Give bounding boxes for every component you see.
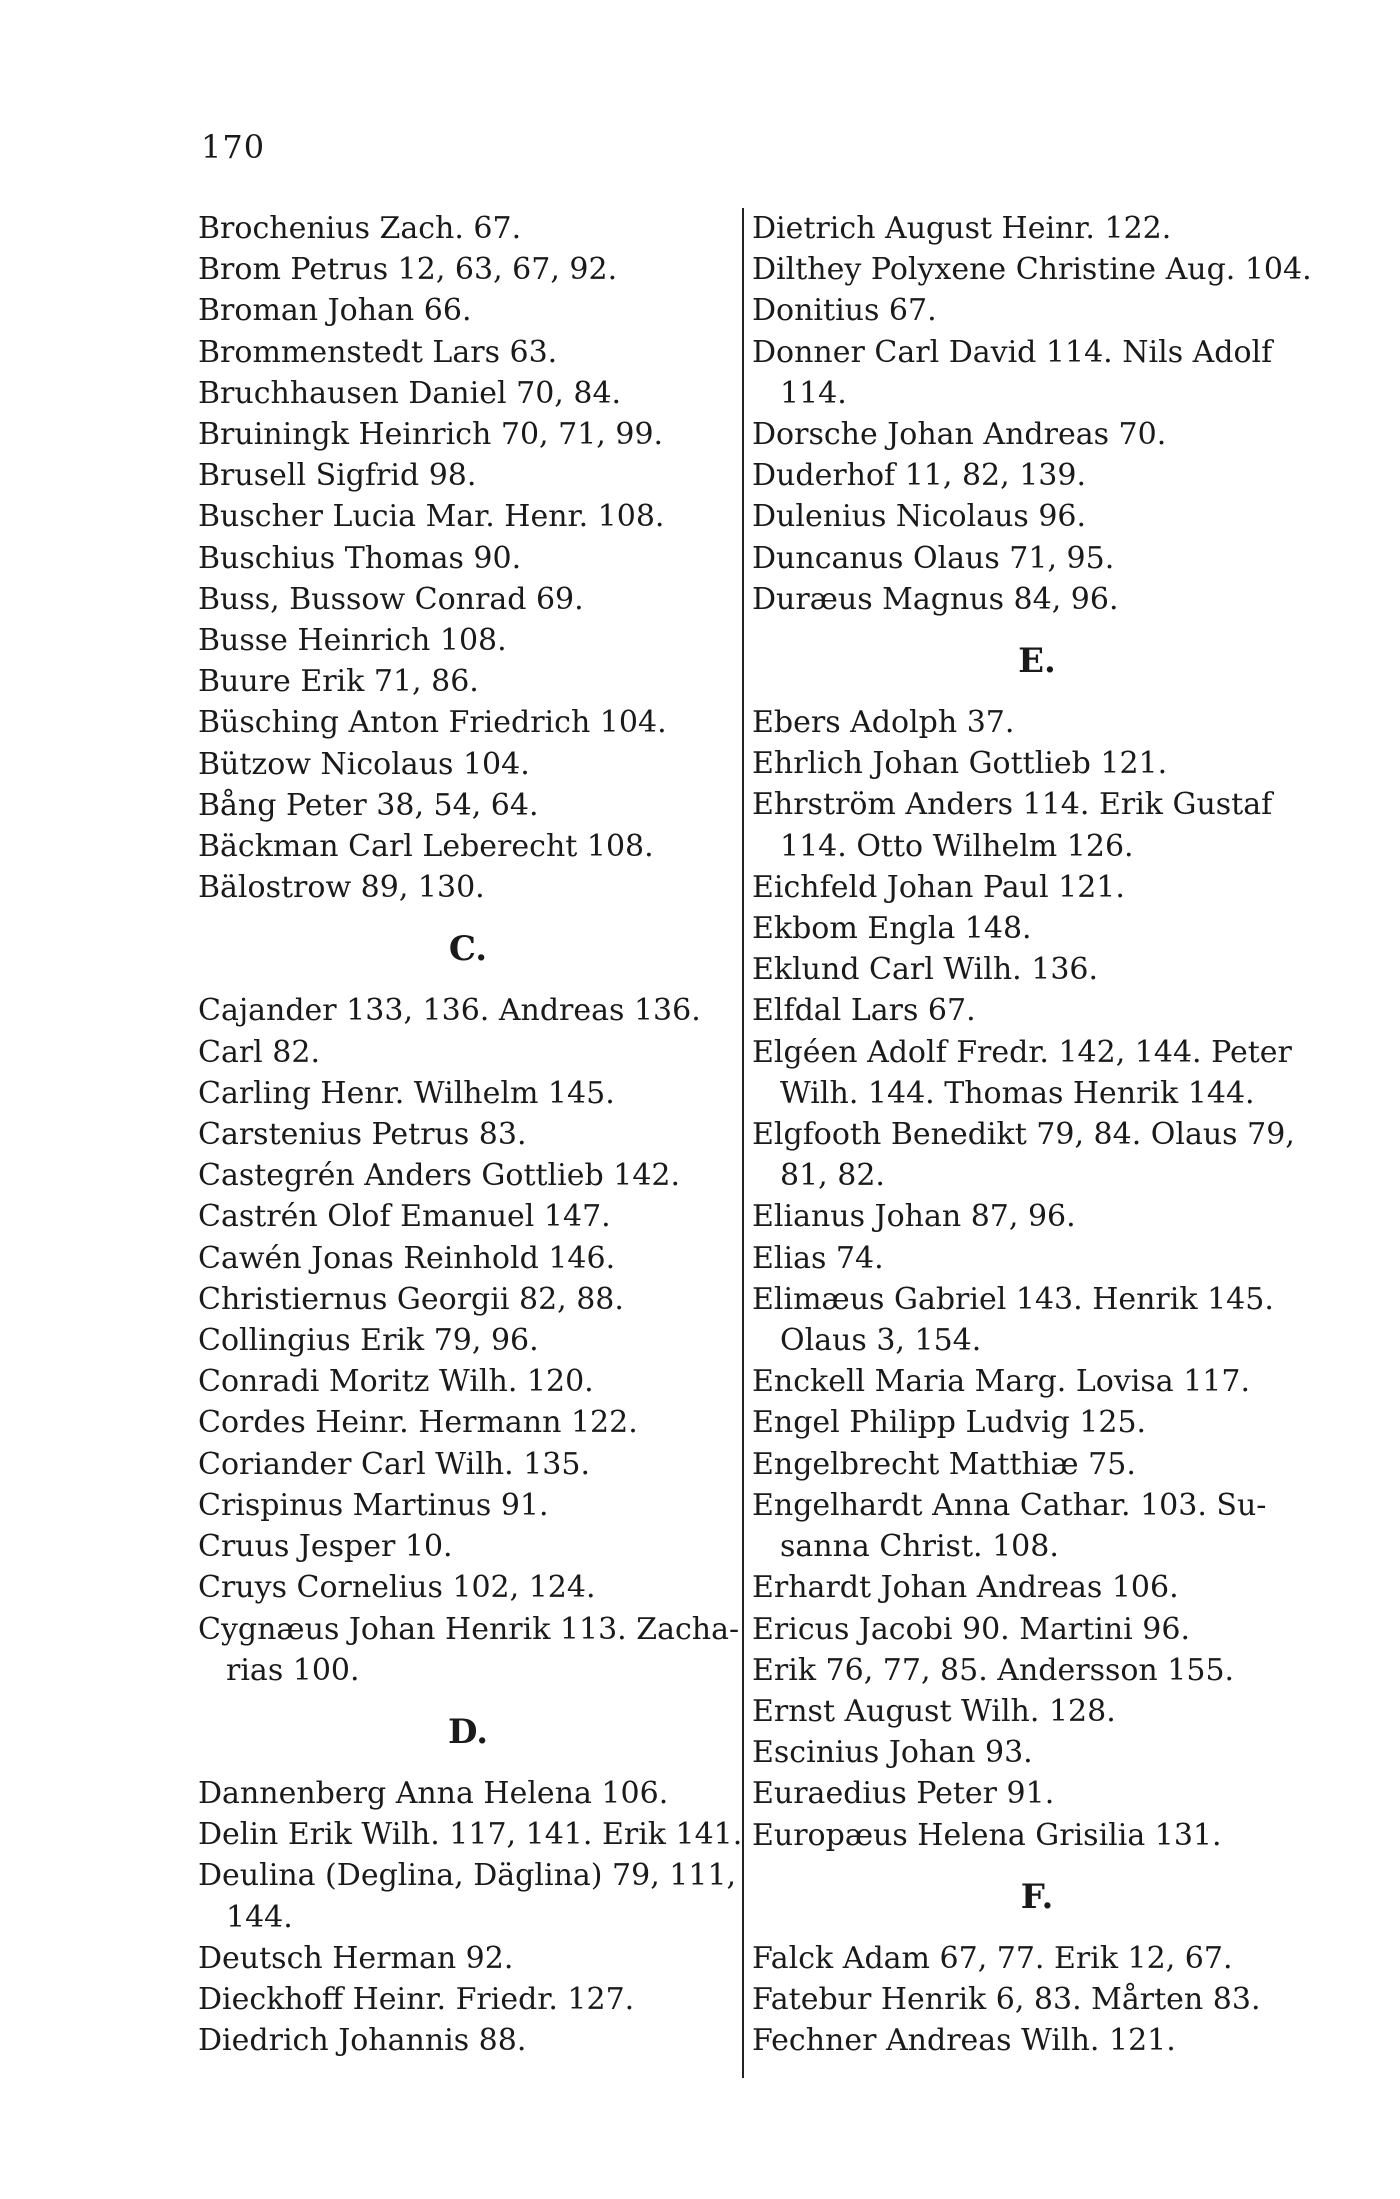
index-entry-continuation: rias 100.: [226, 1652, 360, 1688]
index-entry: [752, 867, 1322, 908]
index-entry: [752, 1609, 1322, 1650]
index-entry: [752, 1773, 1322, 1814]
index-entry-continuation: sanna Christ. 108.: [780, 1529, 1059, 1565]
index-entry-line: Dulenius Nicolaus 96.: [752, 499, 1087, 535]
index-entry-line: Bruchhausen Daniel 70, 84.: [198, 375, 622, 411]
index-entry: [198, 1773, 738, 1814]
column-divider: [742, 208, 744, 2078]
index-entry-line: Brochenius Zach. 67.: [198, 211, 522, 246]
index-entry-line: Carl 82.: [198, 1034, 321, 1070]
index-entry: [198, 620, 738, 661]
index-entry: [752, 784, 1322, 866]
index-entry-line: Donitius 67.: [752, 293, 937, 329]
index-entry-line: Cordes Heinr. Hermann 122.: [198, 1405, 638, 1441]
index-entry-line: Cruus Jesper 10.: [198, 1529, 453, 1565]
index-entry-line: Ernst August Wilh. 128.: [752, 1693, 1116, 1729]
index-entry: [752, 1815, 1322, 1856]
index-entry-line: Bälostrow 89, 130.: [198, 870, 485, 906]
index-entry: [198, 702, 738, 743]
index-entry-line: Delin Erik Wilh. 117, 141. Erik 141.: [198, 1817, 743, 1853]
index-entry: [198, 579, 738, 620]
index-entry: [198, 744, 738, 785]
index-entry-line: Büsching Anton Friedrich 104.: [198, 705, 667, 741]
index-entry: [752, 1114, 1322, 1196]
index-entry: [752, 1196, 1322, 1237]
index-entry: [198, 414, 738, 455]
section-letter-heading: D.: [447, 1711, 489, 1752]
index-entry: [198, 496, 738, 537]
index-entry: [752, 1938, 1322, 1979]
section-letter-heading: E.: [1018, 641, 1056, 682]
index-entry: [198, 1814, 743, 1855]
index-entry: [198, 1609, 738, 1691]
index-entry: [752, 1402, 1322, 1443]
index-entry: [752, 249, 1322, 290]
index-entry-line: Cygnæus Johan Henrik 113. Zacha-: [198, 1611, 740, 1647]
index-entry-line: Bützow Nicolaus 104.: [198, 746, 530, 782]
index-entry-line: Buscher Lucia Mar. Henr. 108.: [198, 499, 665, 535]
index-entry-continuation: 114. Otto Wilhelm 126.: [780, 828, 1134, 864]
section-letter-heading: F.: [1020, 1876, 1054, 1917]
index-entry: [198, 1402, 738, 1443]
index-entry-line: Fechner Andreas Wilh. 121.: [752, 2023, 1176, 2059]
index-entry-line: Ehrlich Johan Gottlieb 121.: [752, 746, 1168, 782]
index-entry-line: Engelhardt Anna Cathar. 103. Su-: [752, 1487, 1267, 1523]
index-entry-line: Engelbrecht Matthiæ 75.: [752, 1446, 1136, 1482]
index-entry-line: Ebers Adolph 37.: [752, 705, 1015, 741]
index-entry: [752, 949, 1322, 990]
index-entry-line: Elgéen Adolf Fredr. 142, 144. Peter: [752, 1034, 1292, 1070]
index-entry-line: Dietrich August Heinr. 122.: [752, 211, 1172, 246]
index-entry-line: Elias 74.: [752, 1240, 884, 1276]
index-entry-continuation: Olaus 3, 154.: [780, 1323, 982, 1359]
index-entry: [198, 1320, 738, 1361]
index-entry-line: Carling Henr. Wilhelm 145.: [198, 1075, 615, 1111]
index-entry-line: Dorsche Johan Andreas 70.: [752, 417, 1167, 453]
index-entry: [198, 249, 738, 290]
index-entry: [752, 1650, 1322, 1691]
index-entry-line: Elimæus Gabriel 143. Henrik 145.: [752, 1281, 1274, 1317]
index-entry: [198, 1567, 738, 1608]
index-entry: [198, 1361, 738, 1402]
index-column-left: [198, 208, 743, 2061]
index-entry: [752, 1279, 1322, 1361]
index-entry: [198, 538, 738, 579]
index-entry: [198, 826, 738, 867]
index-entry: [198, 1979, 738, 2020]
index-entry: [198, 867, 738, 908]
index-entry-line: Bång Peter 38, 54, 64.: [198, 787, 539, 823]
index-entry: [752, 702, 1322, 743]
index-entry-line: Erhardt Johan Andreas 106.: [752, 1570, 1179, 1606]
index-entry-line: Elgfooth Benedikt 79, 84. Olaus 79,: [752, 1117, 1295, 1153]
index-entry: [752, 538, 1322, 579]
index-entry-line: Conradi Moritz Wilh. 120.: [198, 1364, 594, 1400]
index-entry-line: Castrén Olof Emanuel 147.: [198, 1199, 611, 1235]
index-entry-line: Euraedius Peter 91.: [752, 1776, 1055, 1812]
index-entry: [198, 785, 738, 826]
index-entry: [752, 990, 1322, 1031]
index-entry-line: Carstenius Petrus 83.: [198, 1117, 527, 1153]
index-entry-line: Brom Petrus 12, 63, 67, 92.: [198, 252, 618, 288]
index-entry: [752, 208, 1322, 249]
index-entry-continuation: 114.: [780, 375, 847, 411]
index-entry-line: Crispinus Martinus 91.: [198, 1487, 549, 1523]
index-entry-line: Erik 76, 77, 85. Andersson 155.: [752, 1652, 1235, 1688]
index-entry: [752, 1238, 1322, 1279]
index-entry: [752, 743, 1322, 784]
index-entry-line: Diedrich Johannis 88.: [198, 2023, 527, 2059]
index-entry: [198, 455, 738, 496]
index-entry: [198, 1855, 738, 1937]
index-entry-line: Dilthey Polyxene Christine Aug. 104.: [752, 252, 1312, 288]
index-entry-line: Enckell Maria Marg. Lovisa 117.: [752, 1364, 1251, 1400]
index-entry-line: Deulina (Deglina, Däglina) 79, 111,: [198, 1858, 737, 1894]
index-entry-line: Engel Philipp Ludvig 125.: [752, 1405, 1147, 1441]
index-entry: [198, 1238, 738, 1279]
index-entry: [752, 1691, 1322, 1732]
index-entry-line: Buure Erik 71, 86.: [198, 664, 479, 700]
section-letter-heading: C.: [448, 929, 488, 970]
index-entry-line: Falck Adam 67, 77. Erik 12, 67.: [752, 1940, 1233, 1976]
index-entry-line: Duderhof 11, 82, 139.: [752, 458, 1086, 494]
index-entry: [198, 661, 738, 702]
index-entry: [752, 1361, 1322, 1402]
index-entry-line: Brommenstedt Lars 63.: [198, 334, 558, 370]
index-entry-line: Collingius Erik 79, 96.: [198, 1323, 539, 1359]
index-entry: [752, 455, 1322, 496]
index-entry: [752, 579, 1322, 620]
index-entry-line: Bruiningk Heinrich 70, 71, 99.: [198, 417, 664, 453]
index-entry: [198, 2020, 738, 2061]
page-number: 170: [201, 128, 266, 166]
index-entry: [752, 1979, 1322, 2020]
index-entry-line: Buss, Bussow Conrad 69.: [198, 581, 584, 617]
index-entry-line: Coriander Carl Wilh. 135.: [198, 1446, 590, 1482]
index-entry-line: Ekbom Engla 148.: [752, 911, 1032, 947]
index-entry: [198, 990, 738, 1031]
index-entry: [752, 414, 1322, 455]
index-entry: [198, 1155, 738, 1196]
index-entry: [752, 1732, 1322, 1773]
index-entry: [198, 208, 738, 249]
index-entry-line: Brusell Sigfrid 98.: [198, 458, 477, 494]
index-entry: [198, 1485, 738, 1526]
index-entry: [198, 1938, 738, 1979]
index-entry: [198, 290, 738, 331]
index-entry: [198, 1032, 738, 1073]
index-entry: [752, 1485, 1322, 1567]
index-entry: [198, 1444, 738, 1485]
index-entry: [198, 373, 738, 414]
index-entry-line: Eklund Carl Wilh. 136.: [752, 952, 1099, 988]
index-entry: [752, 496, 1322, 537]
index-entry: [752, 1032, 1322, 1114]
index-entry-line: Christiernus Georgii 82, 88.: [198, 1281, 624, 1317]
index-entry-line: Europæus Helena Grisilia 131.: [752, 1817, 1222, 1853]
index-entry: [198, 1526, 738, 1567]
index-entry-continuation: Wilh. 144. Thomas Henrik 144.: [780, 1075, 1255, 1111]
index-entry-line: Ericus Jacobi 90. Martini 96.: [752, 1611, 1191, 1647]
index-entry-continuation: 81, 82.: [780, 1158, 885, 1194]
index-entry: [752, 2020, 1322, 2061]
index-entry: [752, 1444, 1322, 1485]
index-entry-line: Duncanus Olaus 71, 95.: [752, 540, 1115, 576]
index-entry: [752, 908, 1322, 949]
index-entry-line: Cawén Jonas Reinhold 146.: [198, 1240, 616, 1276]
index-column-right: [752, 208, 1322, 2061]
index-entry: [752, 1567, 1322, 1608]
index-entry: [198, 1073, 738, 1114]
index-entry-line: Busse Heinrich 108.: [198, 623, 507, 659]
index-entry-line: Buschius Thomas 90.: [198, 540, 522, 576]
index-entry-line: Bäckman Carl Leberecht 108.: [198, 829, 654, 865]
index-entry-line: Dannenberg Anna Helena 106.: [198, 1775, 669, 1811]
index-entry-line: Dieckhoff Heinr. Friedr. 127.: [198, 1981, 635, 2017]
index-entry-line: Broman Johan 66.: [198, 293, 472, 329]
index-entry-line: Ehrström Anders 114. Erik Gustaf: [752, 787, 1273, 823]
index-entry: [198, 332, 738, 373]
index-entry-continuation: 144.: [226, 1899, 293, 1935]
index-entry-line: Deutsch Herman 92.: [198, 1940, 514, 1976]
index-entry: [752, 290, 1322, 331]
index-entry-line: Elfdal Lars 67.: [752, 993, 976, 1029]
index-entry-line: Castegrén Anders Gottlieb 142.: [198, 1158, 681, 1194]
index-entry: [198, 1196, 738, 1237]
index-entry-line: Duræus Magnus 84, 96.: [752, 581, 1119, 617]
index-entry-line: Cruys Cornelius 102, 124.: [198, 1570, 596, 1606]
index-entry-line: Cajander 133, 136. Andreas 136.: [198, 993, 701, 1029]
index-entry-line: Donner Carl David 114. Nils Adolf: [752, 334, 1273, 370]
index-entry: [198, 1114, 738, 1155]
index-entry-line: Elianus Johan 87, 96.: [752, 1199, 1076, 1235]
index-entry: [198, 1279, 738, 1320]
index-entry-line: Fatebur Henrik 6, 83. Mårten 83.: [752, 1981, 1261, 2017]
index-entry: [752, 332, 1322, 414]
index-entry-line: Eichfeld Johan Paul 121.: [752, 869, 1125, 905]
index-entry-line: Escinius Johan 93.: [752, 1735, 1033, 1771]
